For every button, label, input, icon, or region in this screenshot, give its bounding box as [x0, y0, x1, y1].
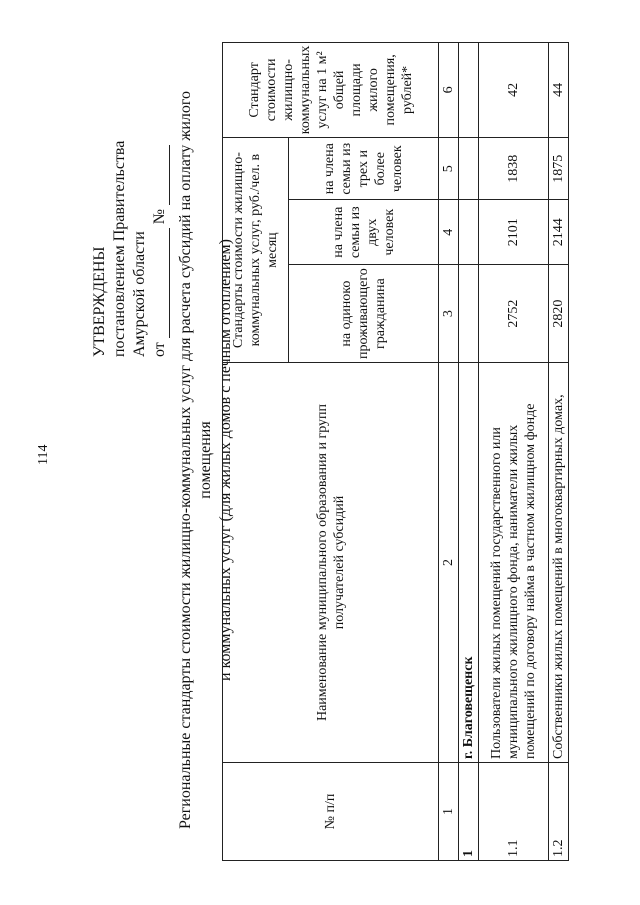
title-line-1: Региональные стандарты стоимости жилищно-коммунальных услуг для расчета субсидий на оплату жилого помещения	[177, 90, 214, 830]
row-value	[459, 265, 479, 363]
header-single: на одиноко проживающего гражданина	[289, 265, 439, 363]
table-row	[459, 42, 479, 860]
header-group: Стандарты стоимости жилищно-коммунальных услуг, руб./чел. в месяц	[223, 138, 289, 363]
approval-line2: Амурской области	[131, 231, 148, 357]
row-value	[459, 200, 479, 265]
col-number: 6	[439, 42, 459, 138]
row-name: Собственники жилых помещений в многоквартирных домах,	[549, 363, 569, 763]
number-blank	[155, 145, 170, 205]
row-value: 1875	[549, 138, 569, 200]
standards-table	[222, 42, 569, 861]
header-num: № п/п	[223, 763, 439, 861]
row-num: 1.2	[549, 763, 569, 861]
col-number: 3	[439, 265, 459, 363]
number-label: №	[151, 208, 168, 225]
approval-heading: УТВЕРЖДЕНЫ	[91, 246, 108, 357]
approval-block	[90, 37, 170, 357]
header-utility: Стандарт стоимости жилищно-коммунальных услуг на 1 м² общей площади жилого помещения, рублей*	[223, 42, 439, 138]
col-number: 1	[439, 763, 459, 861]
row-value	[459, 138, 479, 200]
col-number: 2	[439, 363, 459, 763]
table-row	[479, 42, 549, 860]
page-number: 114	[36, 444, 51, 465]
row-name: Пользователи жилых помещений государственного или муниципального жилищного фонда, наниматели жилых помещений по договору найма в частном жилищном фонде	[479, 363, 549, 763]
row-value: 2752	[479, 265, 549, 363]
col-number: 5	[439, 138, 459, 200]
row-value: 2820	[549, 265, 569, 363]
row-value	[459, 42, 479, 138]
col-number: 4	[439, 200, 459, 265]
row-num: 1.1	[479, 763, 549, 861]
title-line-2: и коммунальных услуг (для жилых домов с печным отоплением)	[217, 239, 234, 681]
row-num: 1	[459, 763, 479, 861]
table-row	[549, 42, 569, 860]
row-value: 2144	[549, 200, 569, 265]
approval-line1: постановлением Правительства	[111, 140, 128, 357]
date-blank	[155, 228, 170, 338]
header-three: на члена семьи из трех и более человек	[289, 138, 439, 200]
row-value: 2101	[479, 200, 549, 265]
header-name: Наименование муниципального образования и групп получателей субсидий	[223, 363, 439, 763]
header-two: на члена семьи из двух человек	[289, 200, 439, 265]
row-value: 44	[549, 42, 569, 138]
approval-date-line	[150, 37, 170, 357]
row-value: 42	[479, 42, 549, 138]
from-label: от	[151, 342, 168, 357]
row-name: г. Благовещенск	[459, 363, 479, 763]
row-value: 1838	[479, 138, 549, 200]
